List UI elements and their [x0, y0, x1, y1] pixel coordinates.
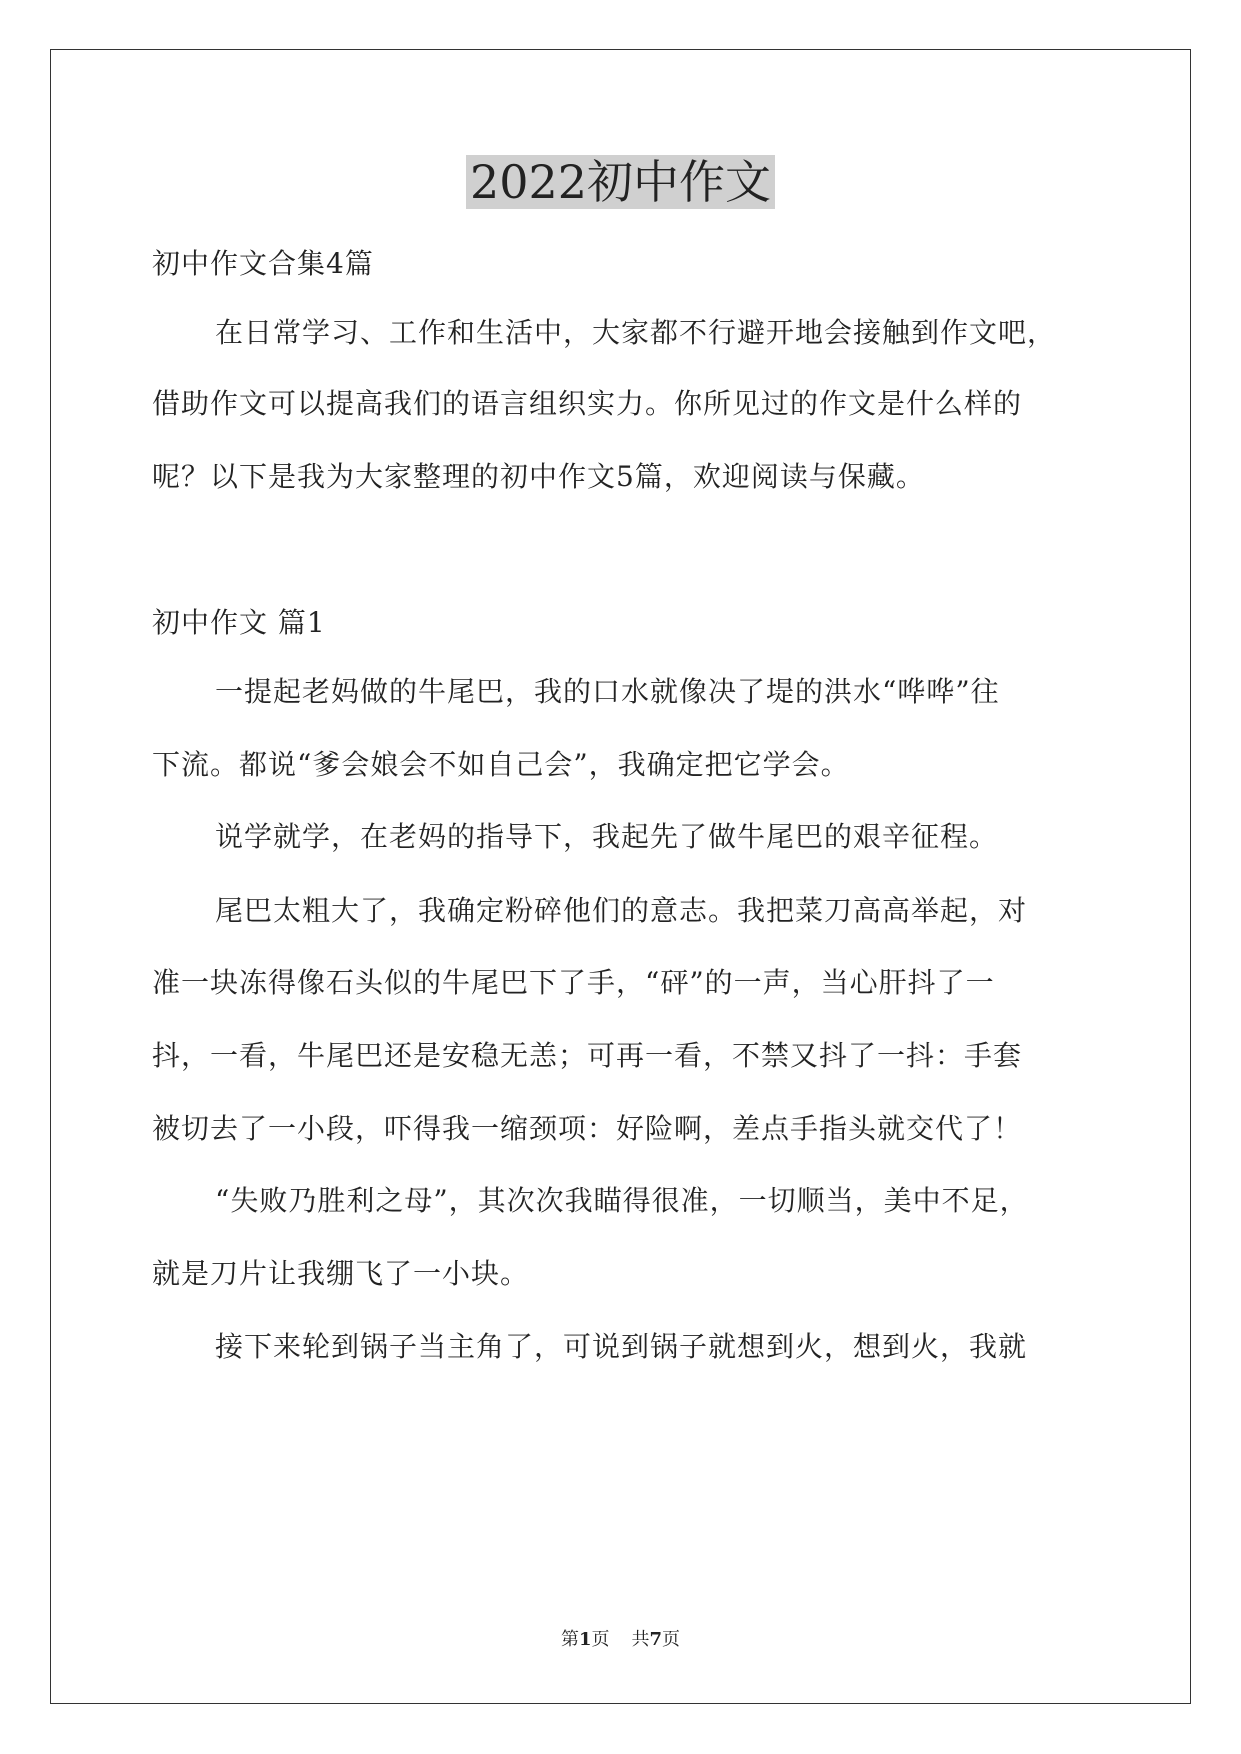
intro-paragraph-line: 呢？以下是我为大家整理的初中作文5篇，欢迎阅读与保藏。: [152, 460, 925, 493]
collection-heading: 初中作文合集4篇: [152, 247, 374, 280]
essay-paragraph-line: 就是刀片让我绷飞了一小块。: [152, 1257, 530, 1290]
essay-paragraph-line: 尾巴太粗大了，我确定粉碎他们的意志。我把菜刀高高举起，对: [215, 894, 1028, 927]
total-suffix: 页: [662, 1629, 681, 1650]
intro-paragraph-line: 在日常学习、工作和生活中，大家都不行避开地会接触到作文吧，: [215, 316, 1057, 349]
essay-heading: 初中作文 篇1: [152, 606, 326, 639]
essay-paragraph-line: 下流。都说“爹会娘会不如自己会”，我确定把它学会。: [152, 748, 850, 781]
essay-paragraph-line: 抖，一看，牛尾巴还是安稳无恙；可再一看，不禁又抖了一抖：手套: [152, 1039, 1023, 1072]
essay-paragraph-line: 接下来轮到锅子当主角了，可说到锅子就想到火，想到火，我就: [215, 1330, 1028, 1363]
document-title: [0, 152, 1241, 212]
essay-paragraph-line: 说学就学，在老妈的指导下，我起先了做牛尾巴的艰辛征程。: [215, 820, 999, 853]
page-suffix: 页: [591, 1629, 610, 1650]
total-pages: 7: [649, 1629, 663, 1650]
page-border: [50, 49, 1191, 1704]
page-footer: [0, 1628, 1241, 1652]
essay-paragraph-line: 被切去了一小段，吓得我一缩颈项：好险啊，差点手指头就交代了！: [152, 1112, 1023, 1145]
essay-paragraph-line: “失败乃胜利之母”，其次次我瞄得很准，一切顺当，美中不足，: [215, 1184, 1029, 1217]
essay-paragraph-line: 准一块冻得像石头似的牛尾巴下了手，“砰”的一声，当心肝抖了一: [152, 966, 995, 999]
essay-paragraph-line: 一提起老妈做的牛尾巴，我的口水就像决了堤的洪水“哗哗”往: [215, 675, 1000, 708]
intro-paragraph-line: 借助作文可以提高我们的语言组织实力。你所见过的作文是什么样的: [152, 387, 1023, 420]
total-prefix: 共: [631, 1629, 650, 1650]
page-number: 1: [578, 1629, 592, 1650]
page-prefix: 第: [560, 1629, 579, 1650]
document-title-text: 2022初中作文: [466, 155, 775, 209]
